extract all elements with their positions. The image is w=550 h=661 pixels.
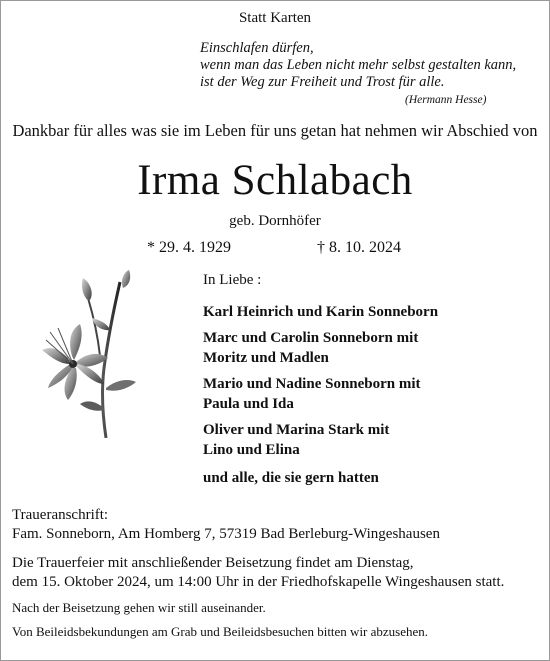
mourner-line: Oliver und Marina Stark mit bbox=[203, 422, 390, 438]
mourner-group bbox=[203, 374, 438, 414]
mourner-line: Lino und Elina bbox=[203, 442, 300, 458]
address-text: Fam. Sonneborn, Am Homberg 7, 57319 Bad Berleburg-Wingeshausen bbox=[12, 526, 440, 542]
closing-line: und alle, die sie gern hatten bbox=[203, 470, 379, 486]
mourner-line: Karl Heinrich und Karin Sonneborn bbox=[203, 304, 439, 320]
service-line: Die Trauerfeier mit anschließender Beisetzung findet am Dienstag, bbox=[12, 555, 414, 571]
poem-line: Einschlafen dürfen, bbox=[200, 40, 314, 56]
mourner-line: Paula und Ida bbox=[203, 396, 294, 412]
poem bbox=[200, 40, 516, 91]
service-line: dem 15. Oktober 2024, um 14:00 Uhr in der Friedhofskapelle Wingeshausen statt. bbox=[12, 574, 505, 590]
address-label: Traueranschrift: bbox=[12, 507, 109, 523]
header-text: Statt Karten bbox=[238, 10, 312, 26]
poem-line: wenn man das Leben nicht mehr selbst gestalten kann, bbox=[200, 57, 517, 73]
mourner-group bbox=[203, 302, 438, 322]
mourner-line: Marc und Carolin Sonneborn mit bbox=[203, 330, 419, 346]
service-info bbox=[12, 554, 504, 592]
mourner-group bbox=[203, 420, 438, 460]
mourners-list bbox=[203, 302, 438, 466]
note-text: Nach der Beisetzung gehen wir still auseinander. bbox=[12, 600, 266, 615]
in-love-label: In Liebe : bbox=[203, 272, 262, 288]
intro-text: Dankbar für alles was sie im Leben für uns getan hat nehmen wir Abschied von bbox=[12, 121, 538, 140]
poem-author: (Hermann Hesse) bbox=[405, 94, 487, 106]
mourner-group bbox=[203, 328, 438, 368]
deceased-name: Irma Schlabach bbox=[137, 157, 413, 204]
lily-flower-icon bbox=[28, 268, 148, 438]
mourner-line: Mario und Nadine Sonneborn mit bbox=[203, 376, 421, 392]
poem-line: ist der Weg zur Freiheit und Trost für alle. bbox=[200, 74, 445, 90]
note-text: Von Beileidsbekundungen am Grab und Beileidsbesuchen bitten wir abzusehen. bbox=[12, 624, 429, 639]
birth-name: geb. Dornhöfer bbox=[229, 213, 321, 229]
birth-date: * 29. 4. 1929 bbox=[147, 239, 231, 256]
death-date: † 8. 10. 2024 bbox=[317, 239, 401, 256]
mourner-line: Moritz und Madlen bbox=[203, 350, 329, 366]
